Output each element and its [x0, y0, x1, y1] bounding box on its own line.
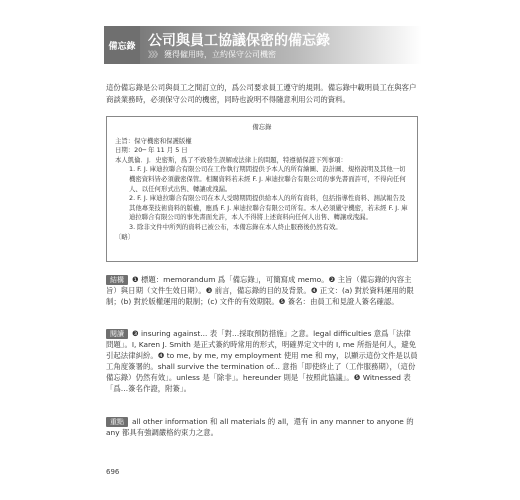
note-key-point — [106, 416, 418, 438]
section-tab: 備忘錄 — [104, 26, 140, 64]
memo-item: 2. F. J. 庫迪拉聯合有限公司在本人受聘期間提供給本人的所有資料，包括指導性資料、測試報告及其他專業技術資料的版權，應爲 F. J. 庫迪拉聯合有限公司所有。本人必須嚴守機密，若未經 F. J. 庫迪拉聯合有限公司的事先書面允許，本人不得將上述資料向任何人出售、轉讓或洩漏。 — [129, 194, 408, 222]
memo-date: 日期：20─ 年 11 月 5 日 — [115, 146, 188, 155]
note-text: ❶ 標題：memorandum 爲「備忘錄」，可簡寫成 memo。❷ 主旨（備忘錄的內容主旨）與日期（文件生效日期）。❸ 前言，備忘錄的目的及背景。❹ 正文：(a) 對於資料運用的限制；(b) 對於版權運用的限制；(c) 文件的有效期限。❺ 簽名：由員工和見證人簽名確認。 — [106, 275, 414, 306]
subtitle-text: 獲得僱用時，立約保守公司機密 — [164, 50, 276, 59]
title-banner — [140, 26, 422, 64]
subtitle-arrows-icon: 》》》 — [148, 50, 161, 59]
memo-items — [115, 165, 409, 232]
note-text: ❸ insuring against... 表「對…採取預防措施」之意。legal difficulties 意爲「法律問題」。I, Karen J. Smith 是正式簽約時常用的形式，明確界定文中的 I, me 所指是何人，避免引起法律糾紛。❹ to me, by me, my employment 使用 me 和 my，以顯示這份文件是以員工角度簽署的。shall survive the termination of... 意指「即使終止了（工作服務期），（這份備忘錄）仍然有效」。unless 是「除非」。hereunder 則是「按照此協議」。❺ Witnessed 表「爲…簽名作證，附簽」。 — [106, 329, 418, 393]
memo-item: 3. 除非文件中所列的資料已被公布，本備忘錄在本人終止服務後仍然有效。 — [129, 222, 342, 231]
note-text: all other information 和 all materials 的 all，還有 in any manner to anyone 的 any 都具有強調嚴格約束力之意。 — [106, 417, 414, 437]
note-structure — [106, 274, 418, 307]
memo-subject: 主旨：保守機密和保護版權 — [115, 136, 192, 145]
page-number: 696 — [106, 468, 120, 476]
note-badge: 重點 — [106, 417, 128, 427]
page-subtitle — [148, 49, 276, 60]
memo-opening: 本人凱倫．J．史密斯，爲了不致發生誤解或法律上的問題，特遵循保證下列事項： — [115, 155, 347, 164]
memo-closing: 〔略〕 — [115, 232, 135, 241]
page-header — [104, 26, 422, 64]
memo-title: 備忘錄 — [252, 123, 272, 131]
note-badge: 結構 — [106, 275, 128, 285]
note-reading — [106, 328, 418, 394]
note-badge: 閱讀 — [106, 329, 128, 339]
memo-box — [106, 116, 418, 262]
intro-paragraph: 這份備忘錄是公司與員工之間訂立的，爲公司要求員工遵守的規則。備忘錄中載明員工在與客户商談業務時，必須保守公司的機密，同時也說明不得隨意利用公司的資料。 — [106, 83, 417, 104]
page-title: 公司與員工協議保密的備忘錄 — [148, 33, 330, 49]
memo-item: 1. F. J. 庫迪拉聯合有限公司在工作執行期間提供予本人的所有繪圖、設計圖、規格說明及其他一切機密資料皆必須嚴密保管。相關資料若未經 F. J. 庫迪拉聯合有限公司的事先書面許可，不得向任何人、以任何形式出售、轉讓或洩漏。 — [129, 165, 406, 193]
